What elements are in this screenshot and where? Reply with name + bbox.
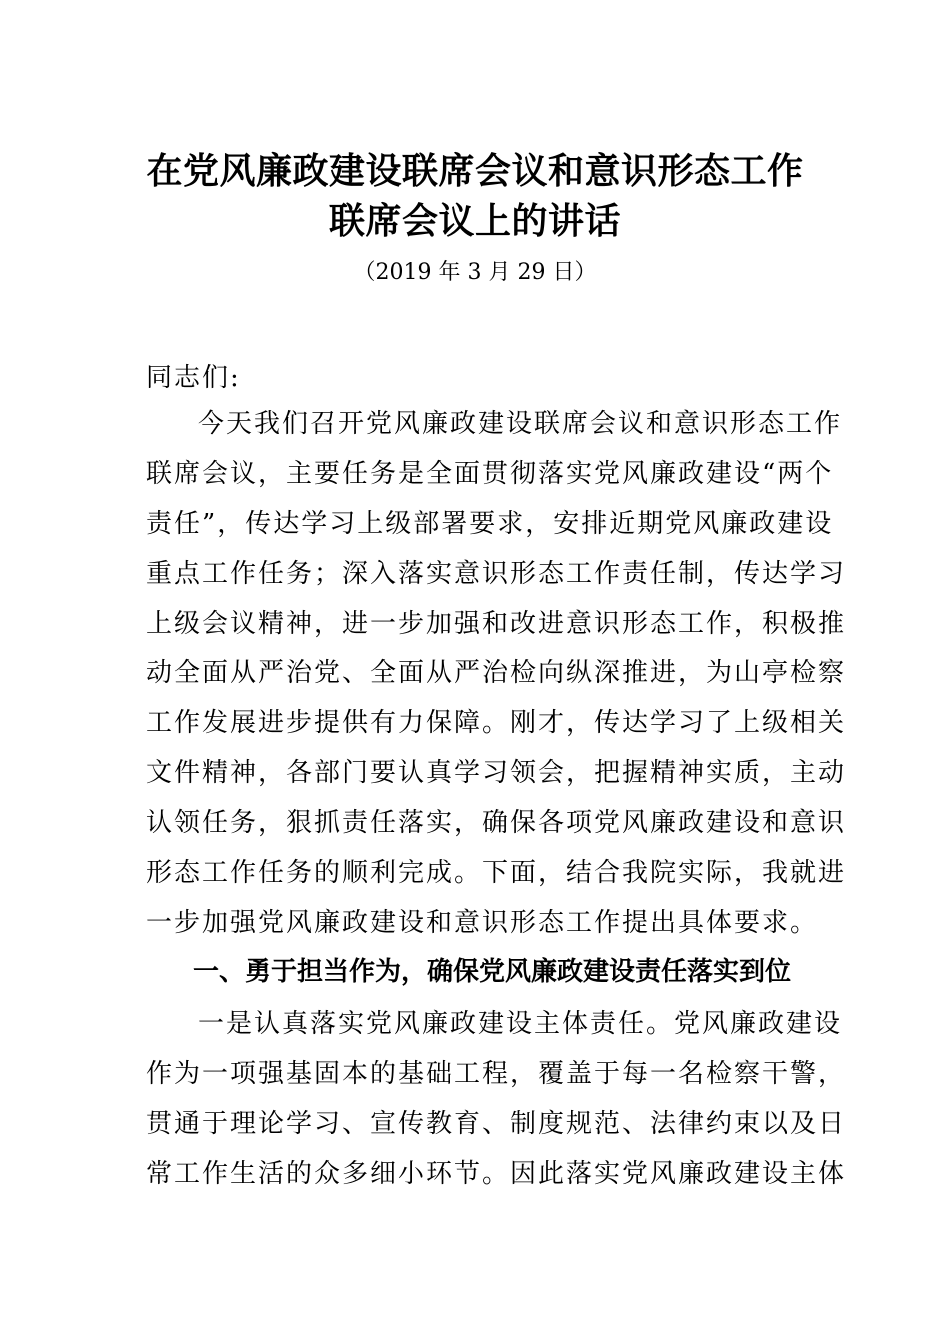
paragraph-line: 上级会议精神，进一步加强和改进意识形态工作，积极推 xyxy=(146,608,847,639)
paragraph-2 xyxy=(146,1000,847,1200)
paragraph-line: 认领任务，狠抓责任落实，确保各项党风廉政建设和意识 xyxy=(146,808,847,839)
paragraph-line: 动全面从严治党、全面从严治检向纵深推进，为山亭检察 xyxy=(146,658,847,689)
document-title-line-1: 在党风廉政建设联席会议和意识形态工作 xyxy=(146,151,804,192)
paragraph-line: 贯通于理论学习、宣传教育、制度规范、法律约束以及日 xyxy=(146,1108,847,1139)
document-title-line-2: 联席会议上的讲话 xyxy=(328,201,621,242)
paragraph-line: 一是认真落实党风廉政建设主体责任。党风廉政建设 xyxy=(198,1009,843,1039)
paragraph-line: 形态工作任务的顺利完成。下面，结合我院实际，我就进 xyxy=(146,858,847,889)
salutation: 同志们: xyxy=(146,363,241,393)
paragraph-line: 联席会议，主要任务是全面贯彻落实党风廉政建设“两个 xyxy=(146,458,834,489)
section-heading-1: 一、勇于担当作为，确保党风廉政建设责任落实到位 xyxy=(193,957,792,987)
paragraph-line: 工作发展进步提供有力保障。刚才，传达学习了上级相关 xyxy=(146,708,847,739)
paragraph-line: 今天我们召开党风廉政建设联席会议和意识形态工作 xyxy=(198,409,843,439)
paragraph-line: 一步加强党风廉政建设和意识形态工作提出具体要求。 xyxy=(146,907,819,938)
paragraph-line: 重点工作任务；深入落实意识形态工作责任制，传达学习 xyxy=(146,558,847,589)
paragraph-line: 责任”，传达学习上级部署要求，安排近期党风廉政建设 xyxy=(146,508,834,539)
paragraph-line: 常工作生活的众多细小环节。因此落实党风廉政建设主体 xyxy=(146,1158,847,1189)
paragraph-1 xyxy=(146,400,847,949)
paragraph-line: 文件精神，各部门要认真学习领会，把握精神实质，主动 xyxy=(146,758,847,789)
paragraph-line: 作为一项强基固本的基础工程，覆盖于每一名检察干警， xyxy=(146,1058,847,1089)
speech-date: （2019 年 3 月 29 日） xyxy=(353,260,597,285)
